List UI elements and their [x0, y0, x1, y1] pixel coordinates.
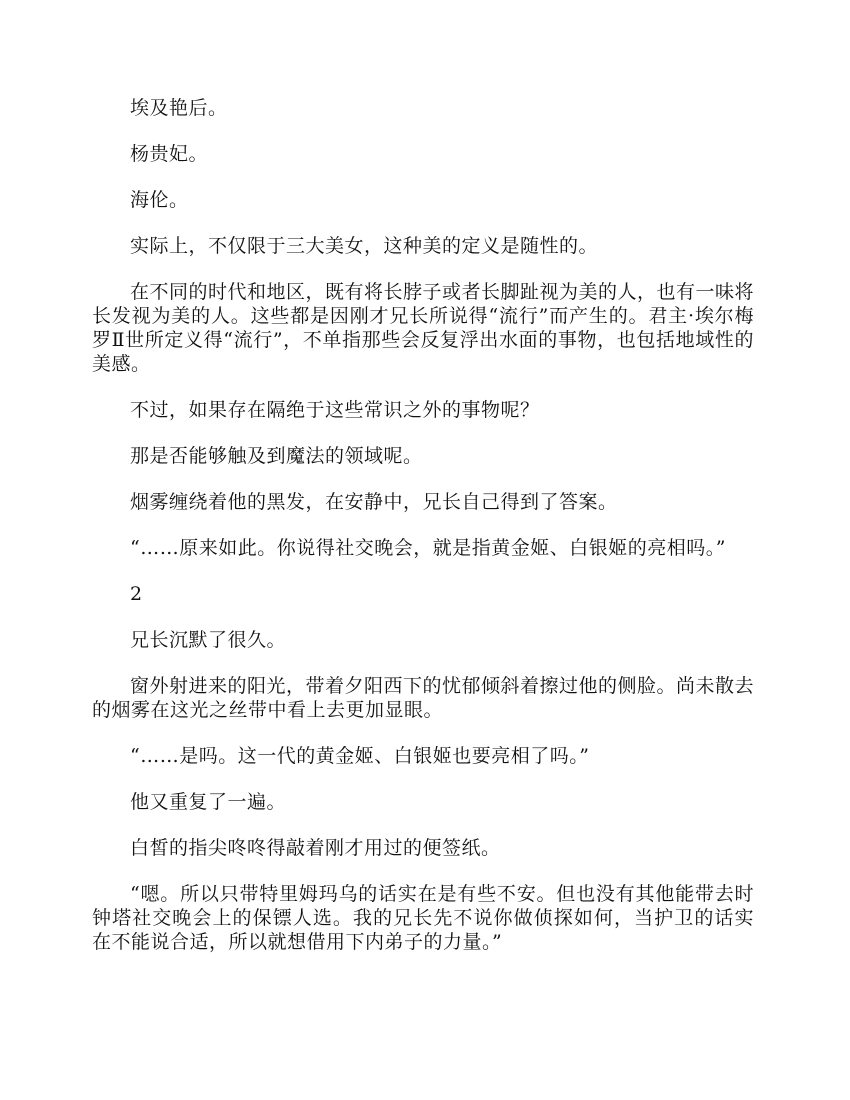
- paragraph: 埃及艳后。: [130, 97, 228, 119]
- paragraph: “……是吗。这一代的黄金姬、白银姬也要亮相了吗。”: [130, 745, 590, 767]
- paragraph: 不过，如果存在隔绝于这些常识之外的事物呢？: [130, 399, 540, 421]
- paragraph: 白皙的指尖咚咚得敲着刚才用过的便签纸。: [130, 837, 501, 859]
- paragraph: 在不同的时代和地区，既有将长脖子或者长脚趾视为美的人，也有一味将长发视为美的人。这些都是因刚才兄长所说得“流行”而产生的。君主·埃尔梅罗Ⅱ世所定义得“流行”，不单指那些会反复浮出水面的事物，也包括地域性的美感。: [92, 281, 755, 375]
- paragraph: 实际上，不仅限于三大美女，这种美的定义是随性的。: [130, 235, 599, 257]
- paragraph: 那是否能够触及到魔法的领域呢。: [130, 445, 423, 467]
- paragraph: “……原来如此。你说得社交晚会，就是指黄金姬、白银姬的亮相吗。”: [130, 537, 726, 559]
- paragraph: 烟雾缠绕着他的黑发，在安静中，兄长自己得到了答案。: [130, 491, 618, 513]
- paragraph: 杨贵妃。: [130, 143, 209, 165]
- section-number: 2: [130, 583, 143, 605]
- document-page: [92, 96, 754, 976]
- paragraph: 海伦。: [130, 189, 189, 211]
- paragraph: 兄长沉默了很久。: [130, 629, 287, 651]
- paragraph: “嗯。所以只带特里姆玛乌的话实在是有些不安。但也没有其他能带去时钟塔社交晚会上的保镖人选。我的兄长先不说你做侦探如何，当护卫的话实在不能说合适，所以就想借用下内弟子的力量。”: [92, 883, 754, 953]
- paragraph: 他又重复了一遍。: [130, 791, 287, 813]
- paragraph: 窗外射进来的阳光，带着夕阳西下的忧郁倾斜着擦过他的侧脸。尚未散去的烟雾在这光之丝带中看上去更加显眼。: [92, 675, 755, 721]
